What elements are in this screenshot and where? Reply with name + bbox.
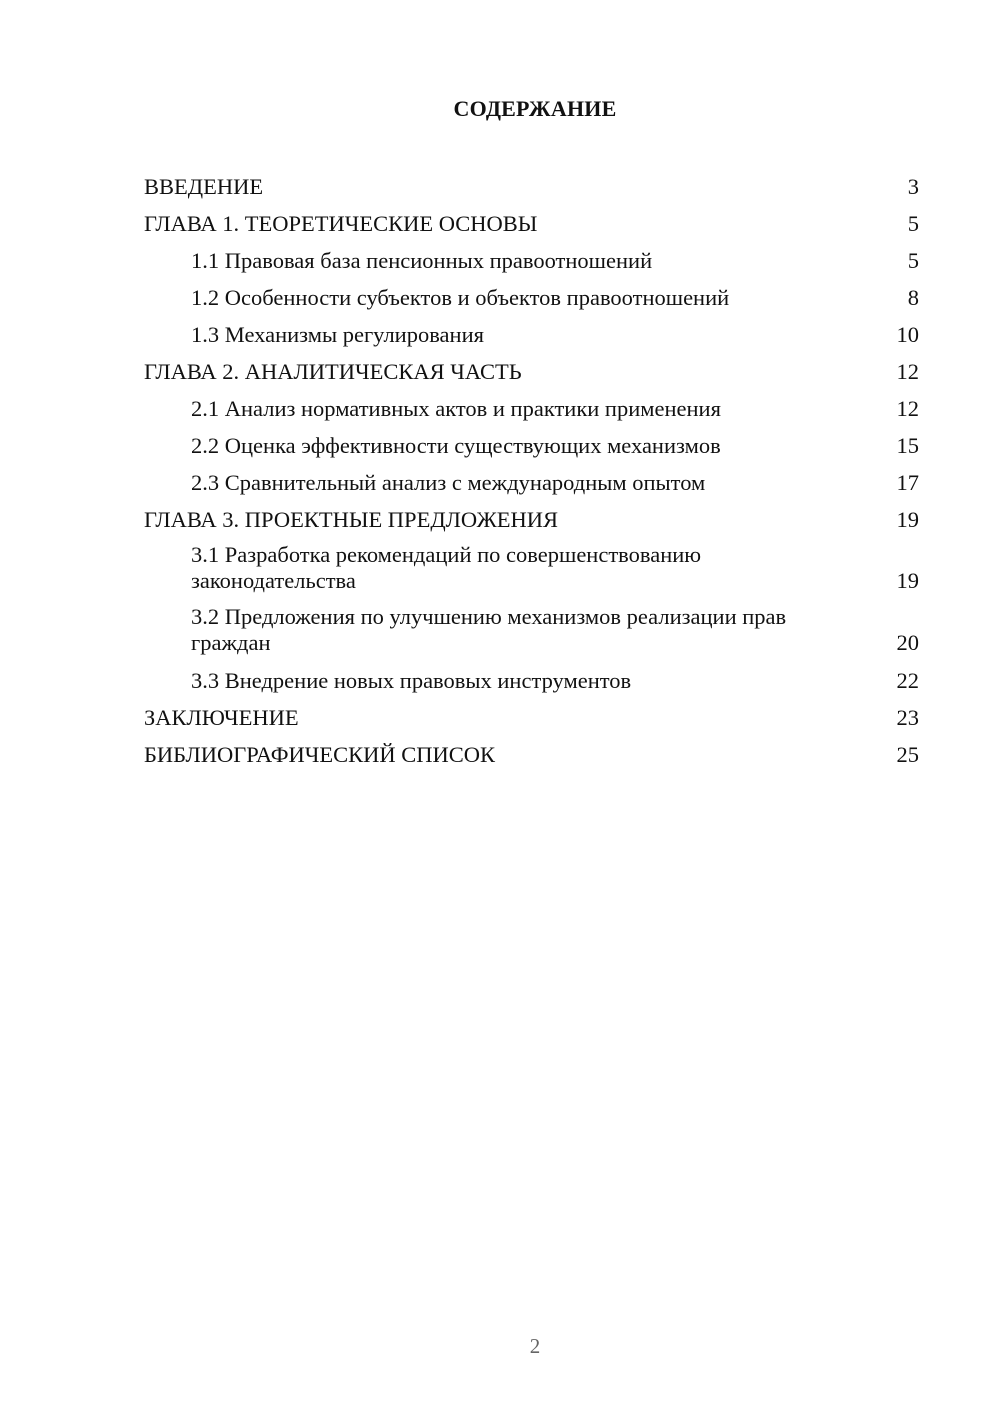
toc-entry-chapter-1[interactable] (144, 205, 919, 242)
toc-entry-label: ВВЕДЕНИЕ (144, 173, 264, 199)
toc-entry-page: 5 (907, 247, 919, 273)
toc-entry-section-1-3[interactable] (144, 316, 919, 353)
toc-entry-label: ГЛАВА 3. ПРОЕКТНЫЕ ПРЕДЛОЖЕНИЯ (144, 506, 559, 532)
toc-entry-page: 19 (896, 568, 919, 593)
toc-entry-section-3-3[interactable] (144, 662, 919, 699)
toc-entry-label: 2.1 Анализ нормативных актов и практики применения (191, 395, 721, 421)
toc-entry-label: ЗАКЛЮЧЕНИЕ (144, 704, 299, 730)
toc-entry-page: 15 (896, 432, 919, 458)
toc-entry-label: 1.3 Механизмы регулирования (191, 321, 484, 347)
toc-entry-label: 3.3 Внедрение новых правовых инструментов (191, 667, 632, 693)
toc-entry-page: 25 (896, 741, 919, 767)
toc-entry-page: 10 (896, 321, 919, 347)
toc-entry-label: ГЛАВА 2. АНАЛИТИЧЕСКАЯ ЧАСТЬ (144, 358, 522, 384)
toc-entry-page: 23 (896, 704, 919, 730)
toc-entry-page: 5 (907, 210, 919, 236)
toc-entry-label: 3.1 Разработка рекомендаций по совершенствованию законодательства (191, 542, 702, 593)
toc-entry-label: 1.1 Правовая база пенсионных правоотношений (191, 247, 653, 273)
toc-entry-label: 1.2 Особенности субъектов и объектов правоотношений (191, 284, 730, 310)
toc-entry-section-1-1[interactable] (144, 242, 919, 279)
toc-entry-page: 8 (907, 284, 919, 310)
toc-entry-page: 3 (907, 173, 919, 199)
toc-entry-label: ГЛАВА 1. ТЕОРЕТИЧЕСКИЕ ОСНОВЫ (144, 210, 538, 236)
toc-entry-section-3-2[interactable] (144, 600, 919, 662)
toc-entry-page: 19 (896, 506, 919, 532)
toc-entry-section-2-1[interactable] (144, 390, 919, 427)
toc-entry-bibliography[interactable] (144, 736, 919, 773)
table-of-contents (144, 168, 919, 773)
toc-entry-section-1-2[interactable] (144, 279, 919, 316)
page-number: 2 (529, 1334, 541, 1358)
toc-entry-label: 2.2 Оценка эффективности существующих механизмов (191, 432, 721, 458)
toc-entry-page: 12 (896, 358, 919, 384)
toc-entry-section-3-1[interactable] (144, 538, 919, 600)
toc-entry-page: 22 (896, 667, 919, 693)
toc-entry-conclusion[interactable] (144, 699, 919, 736)
toc-entry-label: БИБЛИОГРАФИЧЕСКИЙ СПИСОК (144, 741, 496, 767)
toc-entry-chapter-2[interactable] (144, 353, 919, 390)
toc-entry-label: 2.3 Сравнительный анализ с международным опытом (191, 469, 706, 495)
toc-entry-label: 3.2 Предложения по улучшению механизмов реализации прав граждан (191, 604, 787, 655)
toc-entry-section-2-3[interactable] (144, 464, 919, 501)
toc-entry-page: 17 (896, 469, 919, 495)
toc-entry-section-2-2[interactable] (144, 427, 919, 464)
toc-entry-introduction[interactable] (144, 168, 919, 205)
toc-entry-page: 20 (896, 630, 919, 655)
page-title: СОДЕРЖАНИЕ (453, 96, 617, 121)
toc-entry-page: 12 (896, 395, 919, 421)
toc-entry-chapter-3[interactable] (144, 501, 919, 538)
